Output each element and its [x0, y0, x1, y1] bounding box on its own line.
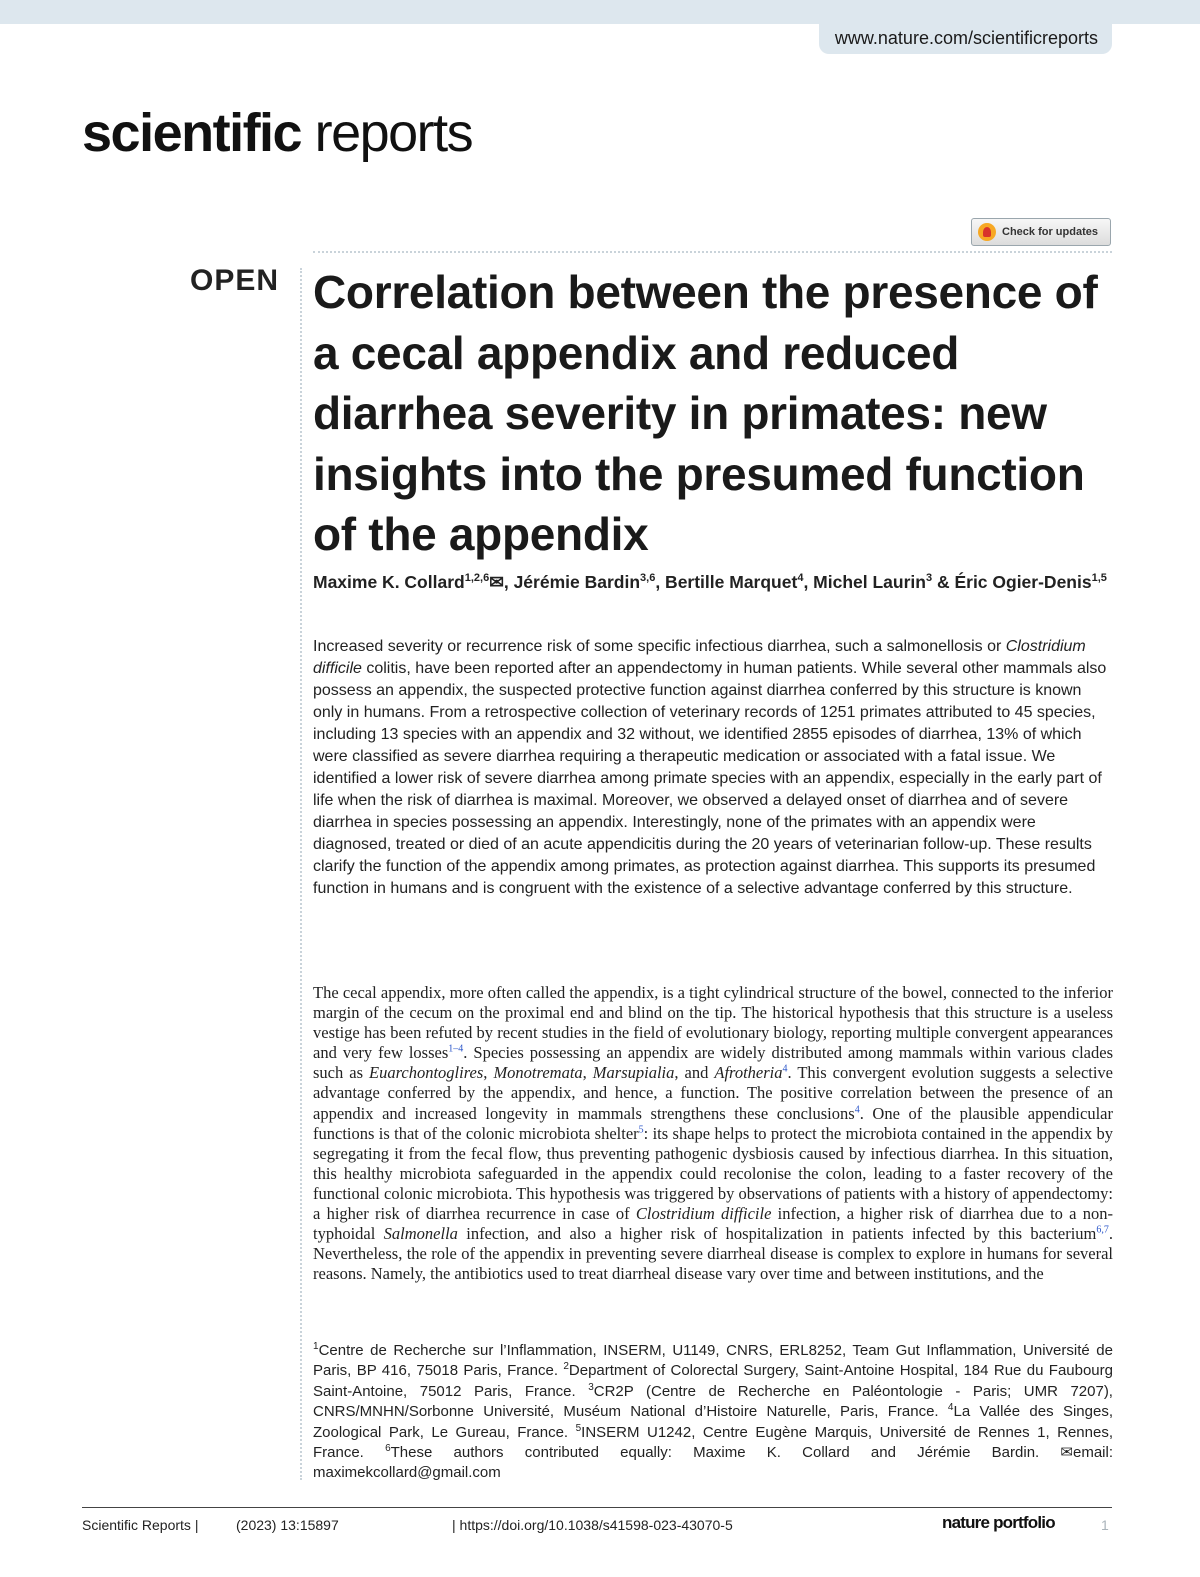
header-divider	[313, 251, 1112, 253]
logo-bold-text: scientific	[82, 103, 302, 163]
journal-logo	[82, 103, 472, 163]
check-for-updates-label: Check for updates	[1002, 226, 1098, 238]
abstract: Increased severity or recurrence risk of some specific infectious diarrhea, such a salmonellosis or Clostridium difficile colitis, have been reported after an appendectomy in human patients. While several other mammals also possess an appendix, the suspected protective function against diarrhea conferred by this structure is known only in humans. From a retrospective collection of veterinary records of 1251 primates attributed to 45 species, including 13 species with an appendix and 32 without, we identified 2855 episodes of diarrhea, 13% of which were classified as severe diarrhea requiring a therapeutic medication or associated with a fatal issue. We identified a lower risk of severe diarrhea among primate species with an appendix, especially in the early part of life when the risk of diarrhea is maximal. Moreover, we observed a delayed onset of diarrhea and of severe diarrhea in species possessing an appendix. Interestingly, none of the primates with an appendix were diagnosed, treated or died of an acute appendicitis during the 20 years of veterinarian follow-up. These results clarify the function of the appendix among primates, as protection against diarrhea. This supports its presumed function in humans and is congruent with the existence of a selective advantage conferred by this structure.	[313, 638, 1107, 897]
crossmark-icon	[978, 223, 996, 241]
footer-doi-link[interactable]: | https://doi.org/10.1038/s41598-023-43070-5	[452, 1517, 733, 1533]
footer-divider	[82, 1507, 1112, 1508]
check-for-updates-button[interactable]	[971, 218, 1111, 246]
author-list: Maxime K. Collard$^{1,2,6}$✉, Jérémie Bardin$^{3,6}$, Bertille Marquet$^4$, Michel Laurin$^3$ & Éric Ogier-Denis$^{1,5}$	[313, 572, 1107, 592]
top-banner	[0, 0, 1200, 24]
open-access-label: OPEN	[190, 264, 280, 297]
footer-volume: (2023) 13:15897	[236, 1517, 339, 1533]
affiliations: $^1$Centre de Recherche sur l’Inflammation, INSERM, U1149, CNRS, ERL8252, Team Gut Inflammation, Université de Paris, BP 416, 75018 Paris, France. $^2$Department of Colorectal Surgery, Saint-Antoine Hospital, 184 Rue du Faubourg Saint-Antoine, 75012 Paris, France. $^3$CR2P (Centre de Recherche en Paléontologie - Paris; UMR 7207), CNRS/MNHN/Sorbonne Université, Muséum National d’Histoire Naturelle, Paris, France. $^4$La Vallée des Singes, Zoological Park, Le Gureau, France. $^5$INSERM U1242, Centre Eugène Marquis, Université de Rennes 1, Rennes, France. $^6$These authors contributed equally: Maxime K. Collard and Jérémie Bardin. ✉email: maximekcollard@gmail.com	[313, 1341, 1114, 1482]
article-title: Correlation between the presence of a cecal appendix and reduced diarrhea severity in primates: new insights into the presumed function of the appendix	[313, 266, 1098, 560]
logo-light-text: reports	[301, 103, 473, 163]
introduction-text: The cecal appendix, more often called the appendix, is a tight cylindrical structure of the bowel, connected to the inferior margin of the cecum on the proximal end and blind on the tip. The historical hypothesis that this structure is a useless vestige has been refuted by recent studies in the field of evolutionary biology, reporting multiple convergent appearances and very few losses$^{1-4}$. Species possessing an appendix are widely distributed among mammals within various clades such as Euarchontoglires, Monotremata, Marsupialia, and Afrotheria$^4$. This convergent evolution suggests a selective advantage conferred by the appendix, and hence, a function. The positive correlation between the presence of an appendix and increased longevity in mammals strengthens these conclusions$^4$. One of the plausible appendicular functions is that of the colonic microbiota shelter$^5$: its shape helps to protect the microbiota contained in the appendix by segregating it from the fecal flow, thus preventing pathogenic dysbiosis caused by infectious diarrhea. In this situation, this healthy microbiota safeguarded in the appendix could recolonise the colon, leading to a faster recovery of the functional colonic microbiota. This hypothesis was triggered by observations of patients with a history of appendectomy: a higher risk of diarrhea recurrence in case of Clostridium difficile infection, a higher risk of diarrhea due to a non-typhoidal Salmonella infection, and also a higher risk of hospitalization in patients infected by this bacterium$^{6,7}$. Nevertheless, the role of the appendix in preventing severe diarrheal disease is complex to explore in humans for several reasons. Namely, the antibiotics used to treat diarrheal disease vary over time and between institutions, and the	[313, 983, 1114, 1284]
page-number: 1	[1101, 1517, 1109, 1533]
footer-journal: Scientific Reports |	[82, 1517, 199, 1533]
journal-url-link[interactable]: www.nature.com/scientificreports	[819, 22, 1112, 54]
publisher-logo: nature portfolio	[942, 1513, 1055, 1532]
margin-divider	[300, 268, 302, 1480]
